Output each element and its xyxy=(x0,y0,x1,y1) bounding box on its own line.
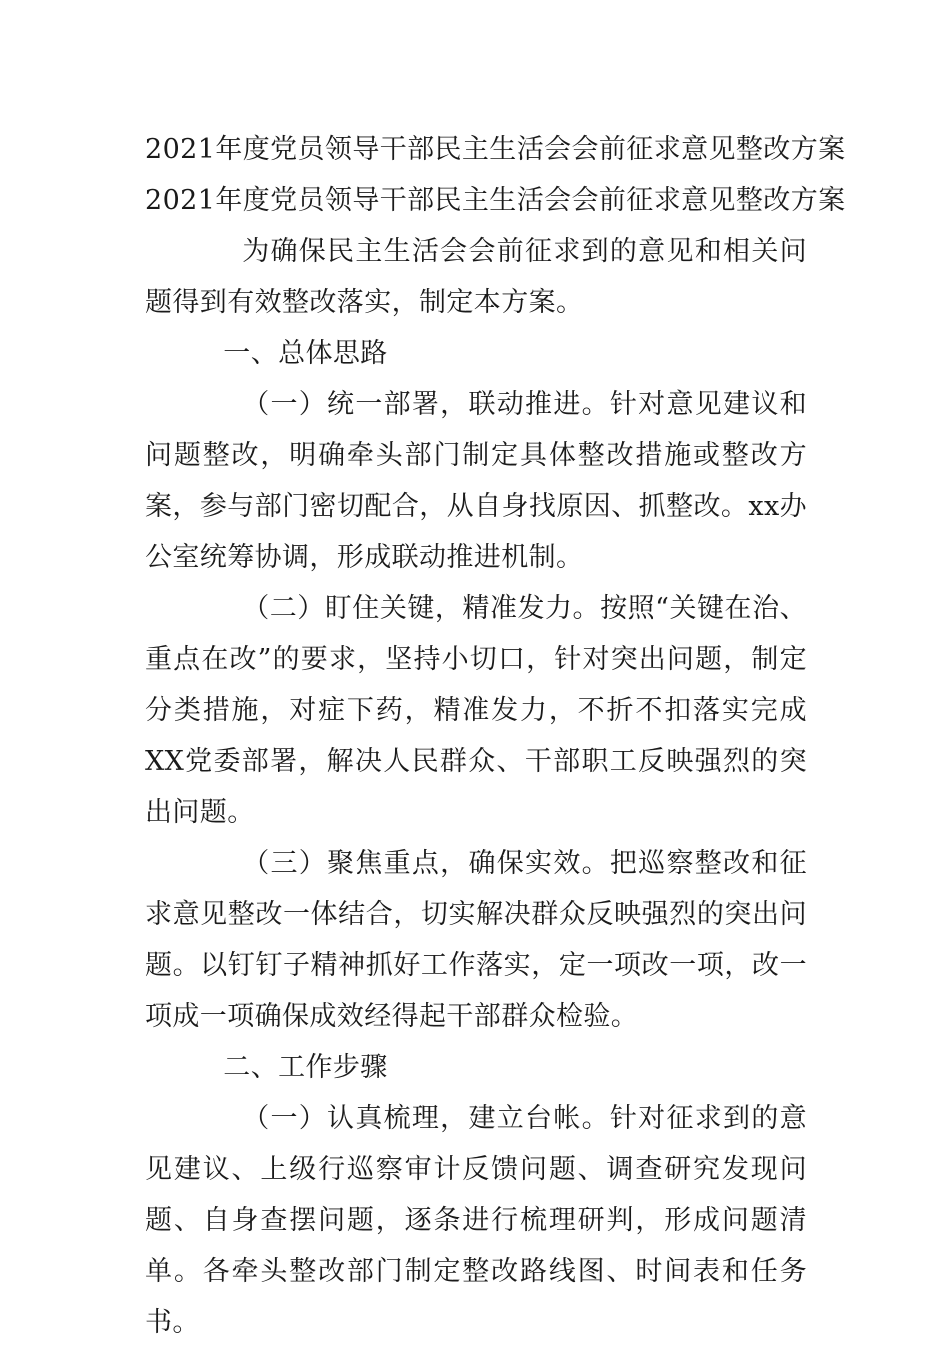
paragraph-focus-key-points: （二）盯住关键，精准发力。按照“关键在治、重点在改”的要求，坚持小切口，针对突出问题，制定分类措施，对症下药，精准发力，不折不扣落实完成XX党委部署，解决人民群众、干部职工反映强烈的突出问题。 xyxy=(145,593,807,828)
section-heading-work-steps: 二、工作步骤 xyxy=(223,1052,388,1083)
paragraph-establish-ledger: （一）认真梳理，建立台帐。针对征求到的意见建议、上级行巡察审计反馈问题、调查研究发现问题、自身查摆问题，逐条进行梳理研判，形成问题清单。各牵头整改部门制定整改路线图、时间表和任务书。 xyxy=(145,1103,807,1338)
intro-paragraph: 为确保民主生活会会前征求到的意见和相关问题得到有效整改落实，制定本方案。 xyxy=(145,236,807,318)
document-title: 2021年度党员领导干部民主生活会会前征求意见整改方案 xyxy=(145,134,846,165)
document-title-repeat: 2021年度党员领导干部民主生活会会前征求意见整改方案 xyxy=(145,185,846,216)
paragraph-unified-deployment: （一）统一部署，联动推进。针对意见建议和问题整改，明确牵头部门制定具体整改措施或整改方案，参与部门密切配合，从自身找原因、抓整改。xx办公室统筹协调，形成联动推进机制。 xyxy=(145,389,807,573)
document-page xyxy=(145,124,846,1348)
section-heading-overall-approach: 一、总体思路 xyxy=(223,338,388,369)
paragraph-ensure-effectiveness: （三）聚焦重点，确保实效。把巡察整改和征求意见整改一体结合，切实解决群众反映强烈的突出问题。以钉钉子精神抓好工作落实，定一项改一项，改一项成一项确保成效经得起干部群众检验。 xyxy=(145,848,807,1032)
